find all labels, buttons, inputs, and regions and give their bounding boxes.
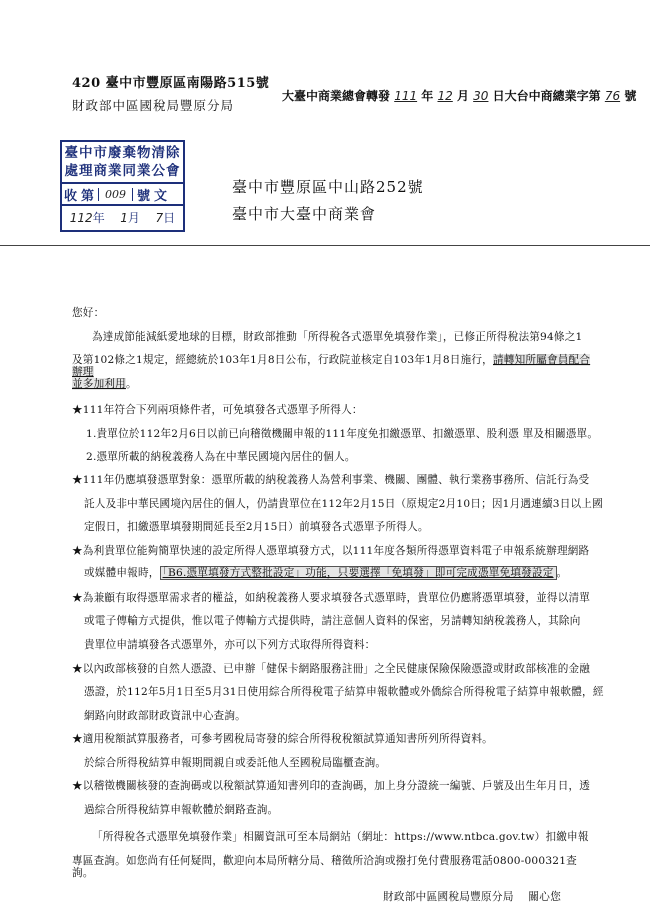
section-2-line2: 託人及非中華民國境內居住的個人，仍請貴單位在112年2月15日（原規定2月10日；因1月遇連續3日以上國 <box>84 498 603 510</box>
stamp-day: 7 <box>155 210 164 225</box>
reference-number <box>282 87 636 104</box>
section-6-line1: ★適用稅額試算服務者，可參考國稅局寄發的綜合所得稅稅額試算通知書所列所得資料。 <box>72 733 493 745</box>
para-1-line3 <box>72 378 592 390</box>
divider <box>0 245 650 246</box>
section-3-end: 。 <box>556 567 568 579</box>
stamp-m: 月 <box>127 210 140 225</box>
stamp-org-line2: 處理商業同業公會 <box>64 163 181 179</box>
section-3-line2 <box>84 567 604 579</box>
para-1-end: 。 <box>125 378 137 390</box>
para-1-highlight: 請轉知所屬會員配合辦理 <box>72 354 591 378</box>
stamp-date <box>62 206 183 228</box>
section-5-line1: ★以內政部核發的自然人憑證、已申辦「健保卡網路服務註冊」之全民健康保險保險憑證或財政部核准的金融 <box>72 663 591 675</box>
stamp-number: 009 <box>98 188 133 201</box>
stamp-recv: 收 <box>64 188 78 204</box>
ref-month-label: 月 <box>456 89 469 103</box>
ref-prefix: 大臺中商業總會轉發 <box>282 89 391 103</box>
section-7-line1: ★以稽徵機關核發的查詢碼或以稅額試算通知書列印的查詢碼，加上身分證統一編號、戶號及出生年月日，透 <box>72 780 591 792</box>
para-1-highlight-2: 並多加利用 <box>72 378 126 390</box>
section-2-line1: ★111年仍應填發憑單對象：憑單所載的納稅義務人為營利事業、機關、團體、執行業務事務所、信託行為受 <box>72 474 590 486</box>
stamp-wen: 文 <box>154 188 168 204</box>
recipient-address: 臺中市豐原區中山路252號 <box>232 178 424 196</box>
section-7-line2: 過綜合所得稅結算申報軟體於網路查詢。 <box>84 804 279 816</box>
stamp-number-row <box>62 184 183 206</box>
sender-name: 財政部中區國稅局豐原分局 <box>72 98 235 113</box>
section-3-line1: ★為利貴單位能夠簡單快速的設定所得人憑單填發方式，以111年度各類所得憑單資料電子申報系統辦理網路 <box>72 545 590 557</box>
section-3-highlight: 「B6.憑單填發方式整批設定」功能，只要選擇「免填發」即可完成憑單免填發設定 <box>160 566 557 580</box>
section-1-item-1: 1.貴單位於112年2月6日以前已向稽徵機關申報的111年度免扣繳憑單、扣繳憑單、股利憑 單及相關憑單。 <box>86 428 599 440</box>
stamp-year: 112 <box>69 210 93 225</box>
section-4-line1: ★為兼顧有取得憑單需求者的權益，如納稅義務人要求填發各式憑單時，貴單位仍應將憑單填發，並得以清單 <box>72 592 591 604</box>
section-1-item-2: 2.憑單所載的納稅義務人為在中華民國境內居住的個人。 <box>86 451 356 463</box>
ref-suffix: 號 <box>624 89 637 103</box>
section-1-title: ★111年符合下列兩項條件者，可免填發各式憑單予所得人： <box>72 404 363 416</box>
section-8-line1: 「所得稅各式憑單免填發作業」相關資訊可至本局網站（網址：https://www.ntbca.gov.tw）扣繳申報 <box>92 831 589 843</box>
ref-day: 30 <box>473 89 489 103</box>
section-8-line2: 專區查詢。如您尚有任何疑問，歡迎向本局所轄分局、稽徵所洽詢或撥打免付費服務電話0800-000321查詢。 <box>72 855 577 879</box>
signature-closing: 關心您 <box>528 891 562 903</box>
ref-year: 111 <box>394 89 418 103</box>
section-5-line2: 憑證，於112年5月1日至5月31日使用綜合所得稅電子結算申報軟體或外僑綜合所得稅電子結算申報軟體，經 <box>84 686 604 698</box>
section-6-line2: 於綜合所得稅結算申報期間親自或委託他人至國稅局臨櫃查詢。 <box>84 757 387 769</box>
ref-month: 12 <box>437 89 453 103</box>
section-4-line2: 或電子傳輸方式提供，惟以電子傳輸方式提供時，請注意個人資料的保密，另請轉知納稅義務人，其除向 <box>84 615 581 627</box>
section-4-line3: 貴單位申請填發各式憑單外，亦可以下列方式取得所得資料： <box>84 639 376 651</box>
section-5-line3: 網路向財政部財政資訊中心查詢。 <box>84 710 246 722</box>
greeting: 您好： <box>72 307 105 319</box>
para-1-line2 <box>72 354 592 378</box>
ref-year-label: 年 <box>421 89 434 103</box>
ref-day-label: 日大台中商總業字第 <box>492 89 601 103</box>
stamp-hao: 號 <box>137 188 151 204</box>
section-3-text: 或媒體申報時， <box>84 567 160 579</box>
para-1-line1: 為達成節能減紙愛地球的目標，財政部推動「所得稅各式憑單免填發作業」，已修正所得稅法第94條之1 <box>92 331 583 343</box>
sender-address: 420 臺中市豐原區南陽路515號 <box>72 76 270 91</box>
para-1-text: 及第102條之1規定，經總統於103年1月8日公布，行政院並核定自103年1月8日施行， <box>72 354 493 366</box>
ref-no: 76 <box>604 89 621 103</box>
signature <box>383 889 561 904</box>
stamp-org <box>62 142 183 184</box>
stamp-d: 日 <box>163 210 176 225</box>
recipient-name: 臺中市大臺中商業會 <box>232 205 377 223</box>
stamp-y: 年 <box>92 210 105 225</box>
receipt-stamp <box>60 140 185 232</box>
stamp-org-line1: 臺中市廢棄物清除 <box>64 145 181 161</box>
signature-org: 財政部中區國稅局豐原分局 <box>383 891 514 903</box>
stamp-di: 第 <box>81 188 95 204</box>
stamp-month: 1 <box>120 210 128 225</box>
section-2-line3: 定假日，扣繳憑單填發期間延長至2月15日）前填發各式憑單予所得人。 <box>84 521 429 533</box>
